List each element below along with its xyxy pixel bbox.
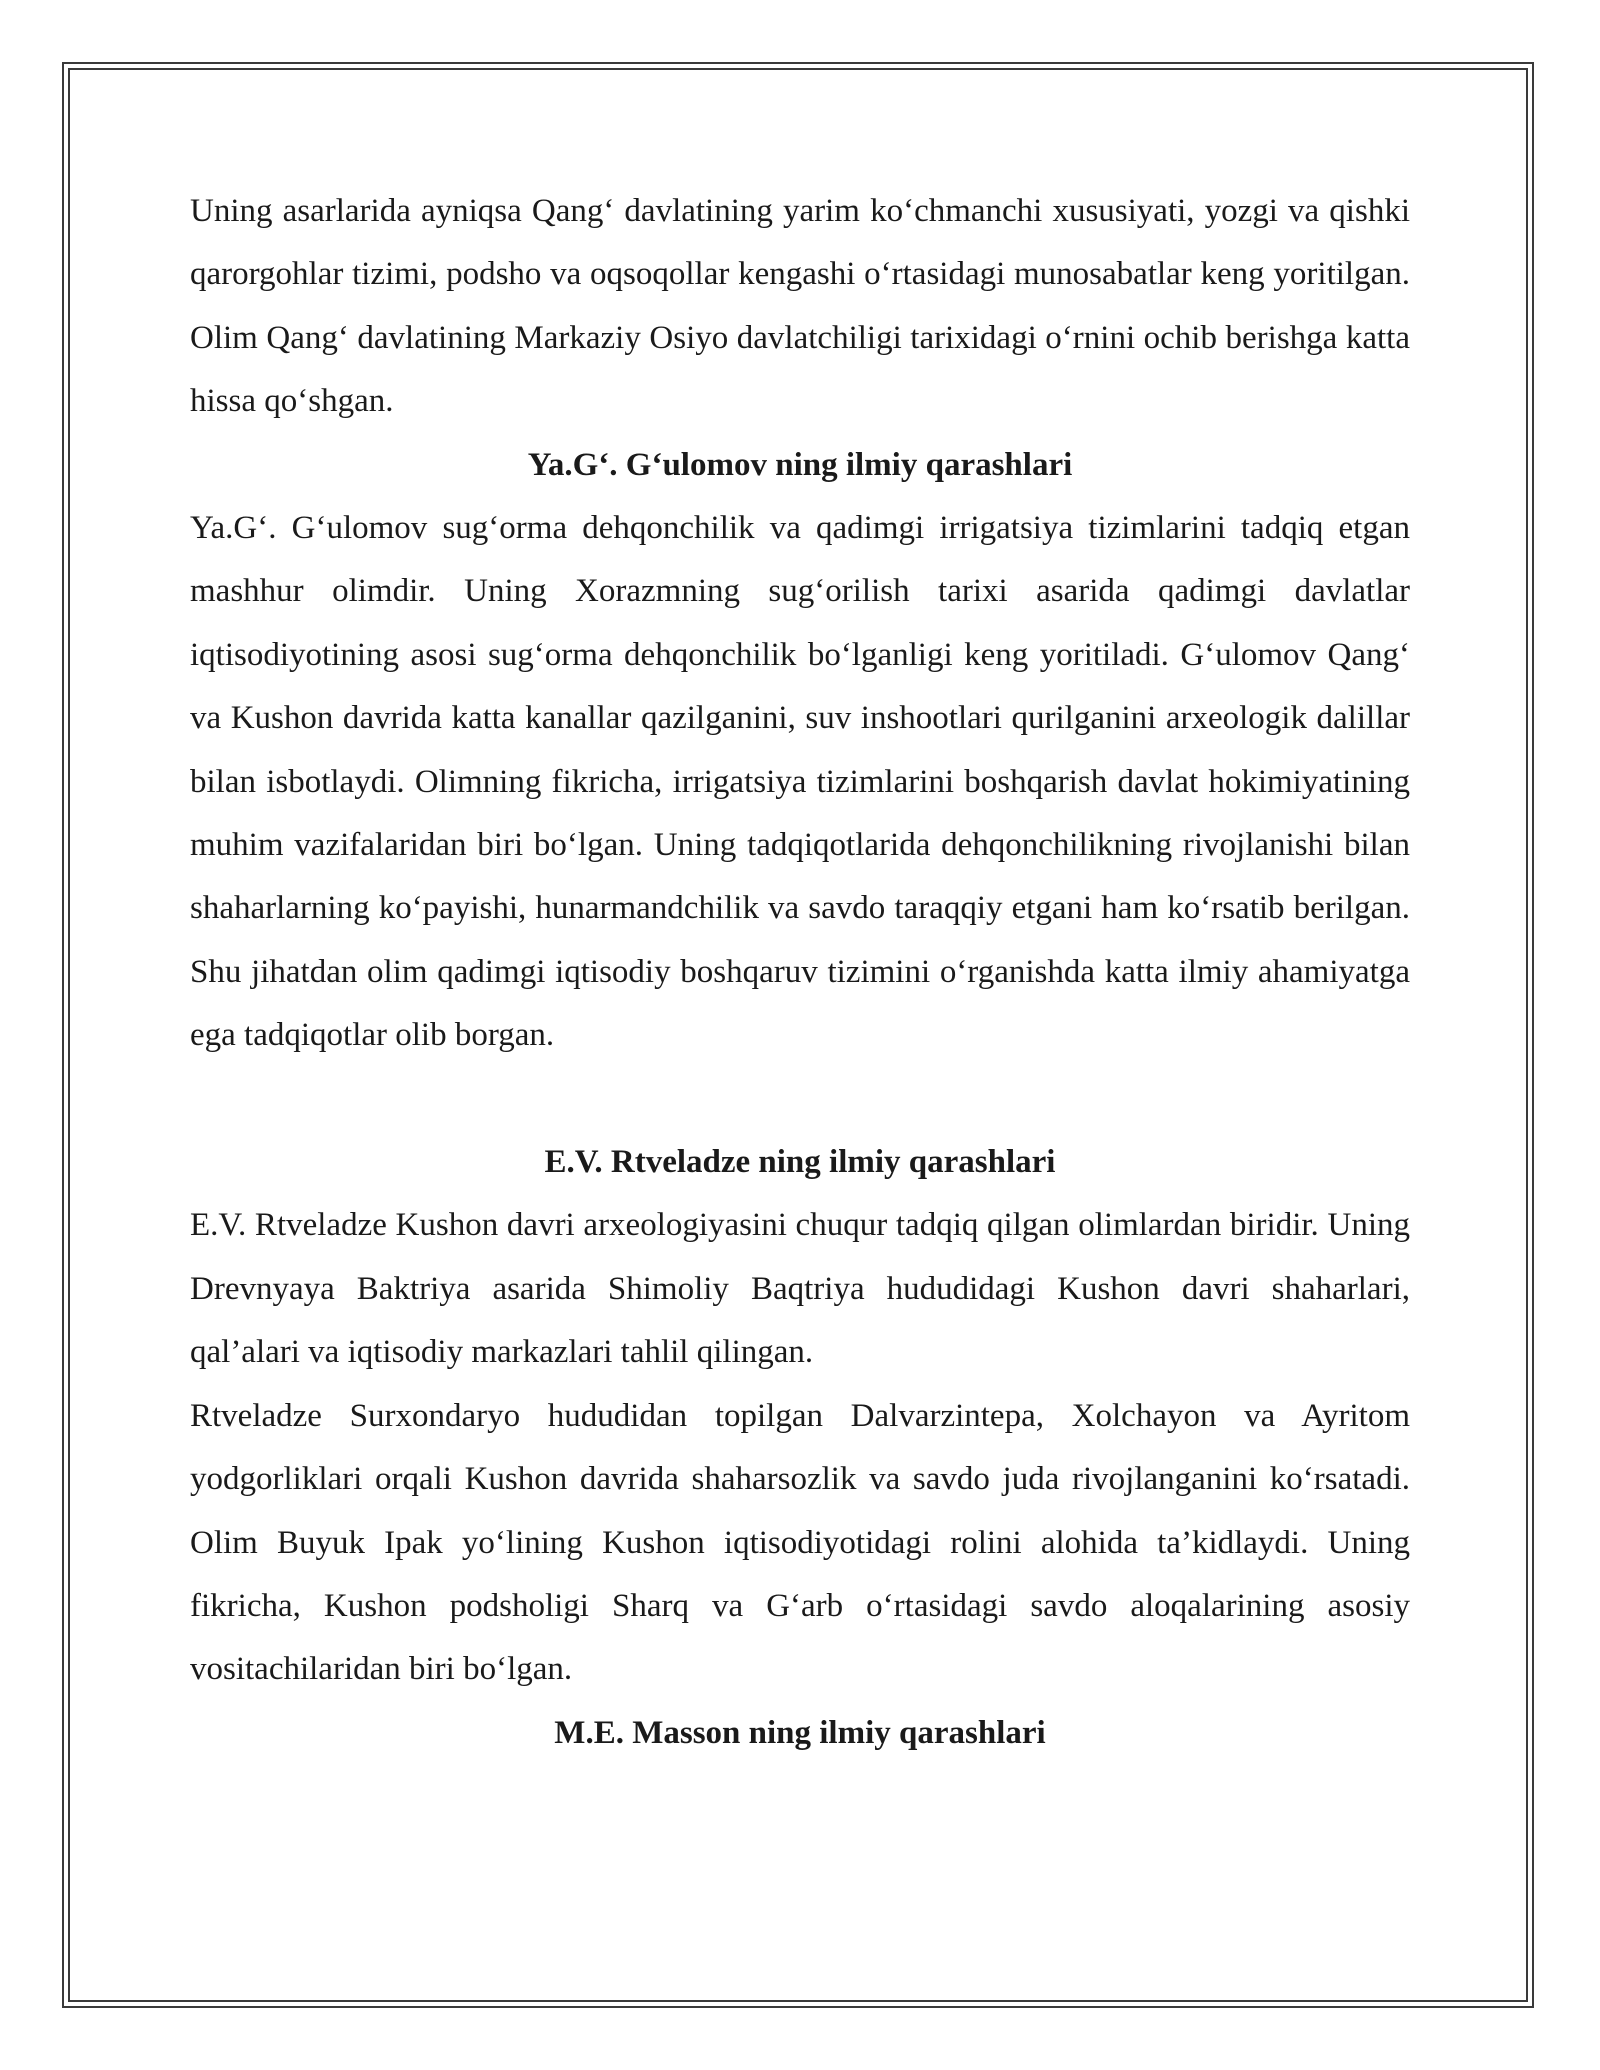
heading-rtveladze: E.V. Rtveladze ning ilmiy qarashlari <box>544 1144 1056 1181</box>
document-body <box>190 180 1410 1765</box>
paragraph-gulomov: Ya.G‘. G‘ulomov sug‘orma dehqonchilik va qadimgi irrigatsiya tizimlarini tadqiq etgan mashhur olimdir. Uning Xorazmning sug‘orilish tarixi asarida qadimgi davlatlar iqtisodiyotining asosi sug‘orma dehqonchilik bo‘lganligi keng yoritiladi. G‘ulomov Qang‘ va Kushon davrida katta kanallar qazilganini, suv inshootlari qurilganini arxeologik dalillar bilan isbotlaydi. Olimning fikricha, irrigatsiya tizimlarini boshqarish davlat hokimiyatining muhim vazifalaridan biri bo‘lgan. Uning tadqiqotlarida dehqonchilikning rivojlanishi bilan shaharlarning ko‘payishi, hunarmandchilik va savdo taraqqiy etgani ham ko‘rsatib berilgan. Shu jihatdan olim qadimgi iqtisodiy boshqaruv tizimini o‘rganishda katta ilmiy ahamiyatga ega tadqiqotlar olib borgan. <box>190 510 1410 1054</box>
paragraph-rtveladze-2: Rtveladze Surxondaryo hududidan topilgan Dalvarzintepa, Xolchayon va Ayritom yodgorliklari orqali Kushon davrida shaharsozlik va savdo juda rivojlanganini ko‘rsatadi. Olim Buyuk Ipak yo‘lining Kushon iqtisodiyotidagi rolini alohida ta’kidlaydi. Uning fikricha, Kushon podsholigi Sharq va G‘arb o‘rtasidagi savdo aloqalarining asosiy vositachilaridan biri bo‘lgan. <box>190 1397 1410 1688</box>
paragraph-qang-intro: Uning asarlarida ayniqsa Qang‘ davlatining yarim ko‘chmanchi xususiyati, yozgi va qishki qarorgohlar tizimi, podsho va oqsoqollar kengashi o‘rtasidagi munosabatlar keng yoritilgan. Olim Qang‘ davlatining Markaziy Osiyo davlatchiligi tarixidagi o‘rnini ochib berishga katta hissa qo‘shgan. <box>190 193 1410 420</box>
heading-gulomov: Ya.G‘. G‘ulomov ning ilmiy qarashlari <box>527 446 1073 483</box>
heading-masson: M.E. Masson ning ilmiy qarashlari <box>554 1714 1046 1751</box>
paragraph-rtveladze-1: E.V. Rtveladze Kushon davri arxeologiyasini chuqur tadqiq qilgan olimlardan biridir. Uning Drevnyaya Baktriya asarida Shimoliy Baqtriya hududidagi Kushon davri shaharlari, qal’alari va iqtisodiy markazlari tahlil qilingan. <box>190 1207 1410 1371</box>
blank-line <box>190 1068 1410 1131</box>
